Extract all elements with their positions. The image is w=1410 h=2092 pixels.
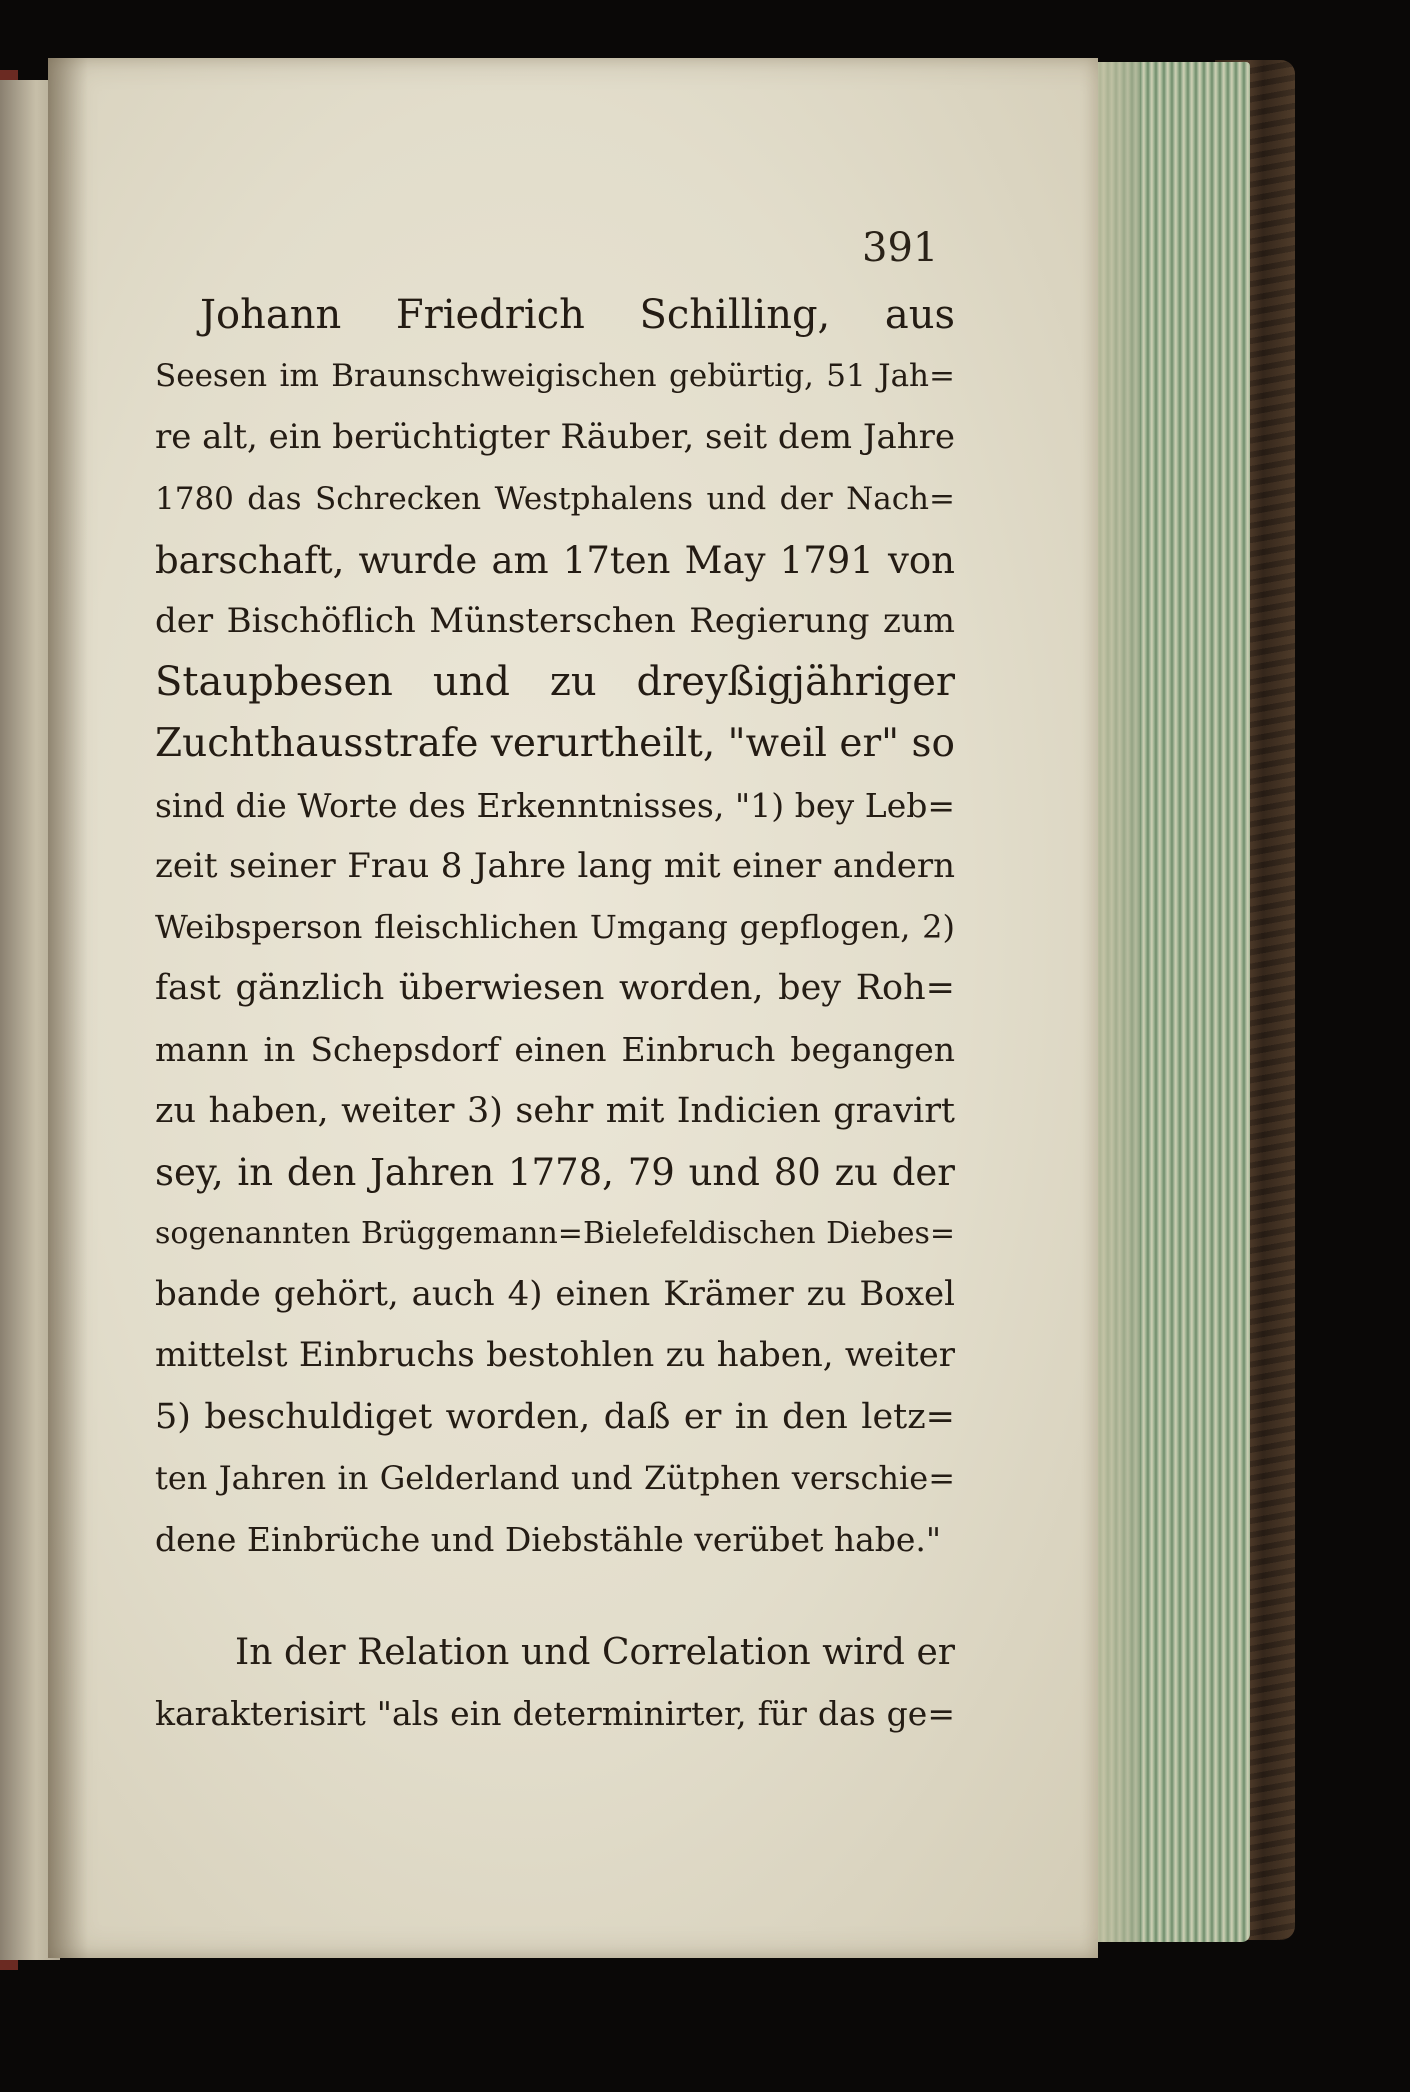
text-line: der Bischöflich Münsterschen Regierung zum: [155, 601, 955, 642]
text-line: dene Einbrüche und Diebstähle verübet habe.": [155, 1520, 942, 1560]
text-line: zu haben, weiter 3) sehr mit Indicien gravirt: [155, 1090, 955, 1131]
text-line: Zuchthausstrafe verurtheilt, "weil er" so: [155, 721, 955, 767]
page-block-edges: [1080, 62, 1250, 1942]
page-body: [155, 285, 955, 1745]
text-line: re alt, ein berüchtigter Räuber, seit dem Jahre: [155, 417, 956, 458]
text-line: In der Relation und Correlation wird er: [235, 1632, 955, 1674]
text-line: mittelst Einbruchs bestohlen zu haben, weiter: [155, 1335, 955, 1376]
gutter-shadow: [48, 58, 88, 1958]
text-line: ten Jahren in Gelderland und Zütphen verschie=: [155, 1458, 955, 1497]
text-line: Weibsperson fleischlichen Umgang gepflogen, 2): [155, 908, 955, 947]
text-line: 5) beschuldiget worden, daß er in den letz=: [155, 1396, 955, 1437]
text-line: bande gehört, auch 4) einen Krämer zu Boxel: [155, 1274, 955, 1315]
text-line: barschaft, wurde am 17ten May 1791 von: [155, 538, 955, 582]
text-line: karakterisirt "als ein determinirter, für das ge=: [155, 1694, 955, 1734]
text-line: mann in Schepsdorf einen Einbruch begangen: [155, 1030, 955, 1070]
text-line: Staupbesen und zu dreyßigjähriger: [155, 659, 955, 706]
text-line: sind die Worte des Erkenntnisses, "1) bey Leb=: [155, 785, 955, 825]
text-line: zeit seiner Frau 8 Jahre lang mit einer andern: [155, 845, 955, 886]
page-number: 391: [862, 225, 939, 271]
paragraph-gap: [155, 1570, 955, 1622]
paragraph-2: [155, 1622, 955, 1744]
text-line: sogenannten Brüggemann=Bielefeldischen Diebes=: [155, 1216, 955, 1252]
text-line: Seesen im Braunschweigischen gebürtig, 51 Jah=: [155, 358, 955, 395]
text-line: fast gänzlich überwiesen worden, bey Roh=: [155, 968, 955, 1009]
text-line: Johann Friedrich Schilling, aus: [200, 292, 955, 338]
text-line: 1780 das Schrecken Westphalens und der Nach=: [155, 480, 955, 517]
paragraph-1: [155, 285, 955, 1570]
text-line: sey, in den Jahren 1778, 79 und 80 zu der: [155, 1150, 955, 1194]
